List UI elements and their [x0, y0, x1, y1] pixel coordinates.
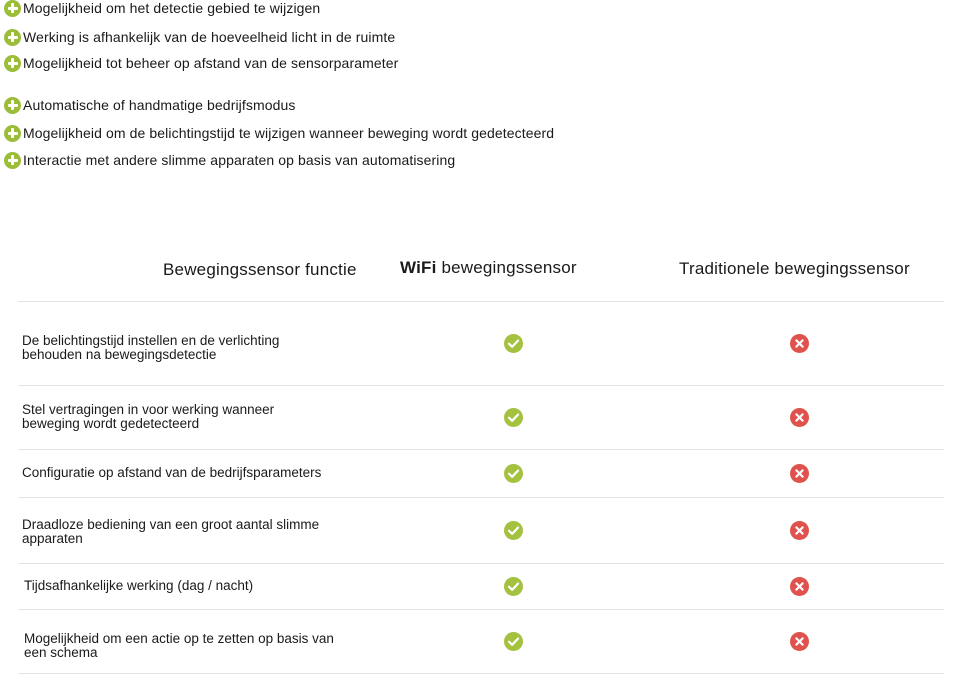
table-row [18, 385, 944, 449]
comparison-table-header [0, 256, 980, 284]
cross-icon [790, 408, 809, 427]
check-icon [504, 334, 523, 353]
feature-item [4, 123, 554, 143]
plus-icon [4, 97, 21, 114]
feature-item [4, 27, 395, 47]
feature-item [4, 95, 295, 115]
cross-icon [790, 577, 809, 596]
plus-icon [4, 125, 21, 142]
feature-text: Interactie met andere slimme apparaten op basis van automatisering [23, 152, 456, 168]
feature-text: Mogelijkheid om de belichtingstijd te wijzigen wanneer beweging wordt gedetecteerd [23, 125, 555, 141]
row-label [24, 632, 384, 660]
feature-item [4, 0, 320, 18]
row-label [24, 579, 384, 593]
column-header-wifi [400, 258, 577, 278]
row-label-line: beweging wordt gedetecteerd [22, 416, 200, 431]
table-row [18, 301, 944, 385]
check-icon [504, 464, 523, 483]
table-row [18, 449, 944, 497]
plus-icon [4, 152, 21, 169]
plus-icon [4, 55, 21, 72]
row-label-line: een schema [24, 645, 98, 660]
plus-icon [4, 0, 21, 17]
row-label-line: De belichtingstijd instellen en de verlichting [22, 333, 280, 348]
column-header-wifi-strong: WiFi [400, 258, 437, 277]
row-label-line: Tijdsafhankelijke werking (dag / nacht) [24, 578, 254, 593]
column-header-feature: Bewegingssensor functie [163, 260, 357, 279]
cross-icon [790, 464, 809, 483]
table-row [18, 609, 944, 673]
table-row [18, 497, 944, 563]
check-icon [504, 632, 523, 651]
table-row [18, 563, 944, 609]
check-icon [504, 408, 523, 427]
row-label [22, 403, 382, 431]
row-label-line: behouden na bewegingsdetectie [22, 347, 217, 362]
cross-icon [790, 334, 809, 353]
feature-item [4, 53, 398, 73]
feature-text: Automatische of handmatige bedrijfsmodus [23, 97, 296, 113]
row-label-line: apparaten [22, 531, 83, 546]
plus-icon [4, 29, 21, 46]
row-label [22, 466, 382, 480]
feature-text: Mogelijkheid om het detectie gebied te wijzigen [23, 0, 321, 16]
check-icon [504, 521, 523, 540]
feature-item [4, 150, 455, 170]
check-icon [504, 577, 523, 596]
cross-icon [790, 521, 809, 540]
feature-text: Werking is afhankelijk van de hoeveelheid licht in de ruimte [23, 29, 396, 45]
row-label [22, 334, 382, 362]
row-label-line: Stel vertragingen in voor werking wanneer [22, 402, 275, 417]
column-header-traditional: Traditionele bewegingssensor [679, 259, 910, 278]
row-label [22, 518, 382, 546]
row-label-line: Mogelijkheid om een actie op te zetten op basis van [24, 631, 334, 646]
cross-icon [790, 632, 809, 651]
feature-text: Mogelijkheid tot beheer op afstand van de sensorparameter [23, 55, 399, 71]
row-label-line: Configuratie op afstand van de bedrijfsparameters [22, 465, 322, 480]
row-label-line: Draadloze bediening van een groot aantal slimme [22, 517, 320, 532]
row-divider [18, 673, 944, 674]
column-header-wifi-rest: bewegingssensor [436, 258, 577, 277]
